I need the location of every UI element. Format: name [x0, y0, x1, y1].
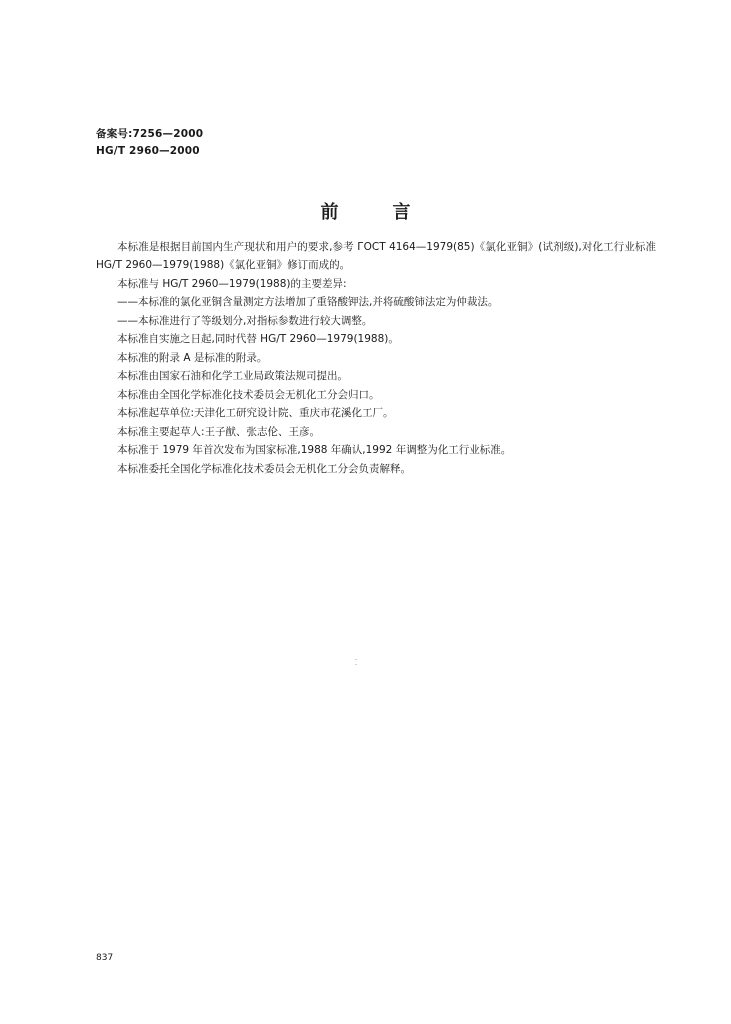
paragraph: 本标准的附录 A 是标准的附录。	[117, 351, 268, 364]
header-meta	[96, 126, 203, 160]
page-title: 前言	[320, 202, 465, 223]
paragraph: 本标准起草单位:天津化工研究设计院、重庆市花溪化工厂。	[117, 407, 394, 419]
foreword-body	[96, 238, 656, 478]
standard-code: HG/T 2960—2000	[96, 145, 200, 157]
paragraph: 本标准自实施之日起,同时代替 HG/T 2960—1979(1988)。	[117, 333, 399, 345]
paragraph: 本标准于 1979 年首次发布为国家标准,1988 年确认,1992 年调整为化工行业标准。	[117, 444, 512, 456]
filing-number: 备案号:7256—2000	[96, 128, 204, 140]
paragraph: ——本标准进行了等级划分,对指标参数进行较大调整。	[117, 314, 373, 327]
paragraph: 本标准由国家石油和化学工业局政策法规司提出。	[117, 370, 348, 382]
paragraph: 本标准委托全国化学标准化技术委员会无机化工分会负责解释。	[117, 462, 411, 475]
paragraph: 本标准与 HG/T 2960—1979(1988)的主要差异:	[117, 277, 347, 290]
paragraph: 本标准主要起草人:王子猷、张志伦、王彦。	[117, 425, 321, 438]
paragraph: 本标准由全国化学标准化技术委员会无机化工分会归口。	[117, 388, 380, 401]
paragraph: ——本标准的氯化亚铜含量测定方法增加了重铬酸钾法,并将硫酸铈法定为仲裁法。	[117, 296, 499, 308]
paragraph: 本标准是根据目前国内生产现状和用户的要求,参考 ГОСТ 4164—1979(85)《氯化亚铜》(试剂级),对化工行业标准 HG/T 2960—1979(1988)《氯化亚铜》修订而成的。	[96, 241, 656, 271]
page-number: 837	[96, 953, 114, 963]
scan-speck: · ·	[355, 657, 357, 669]
